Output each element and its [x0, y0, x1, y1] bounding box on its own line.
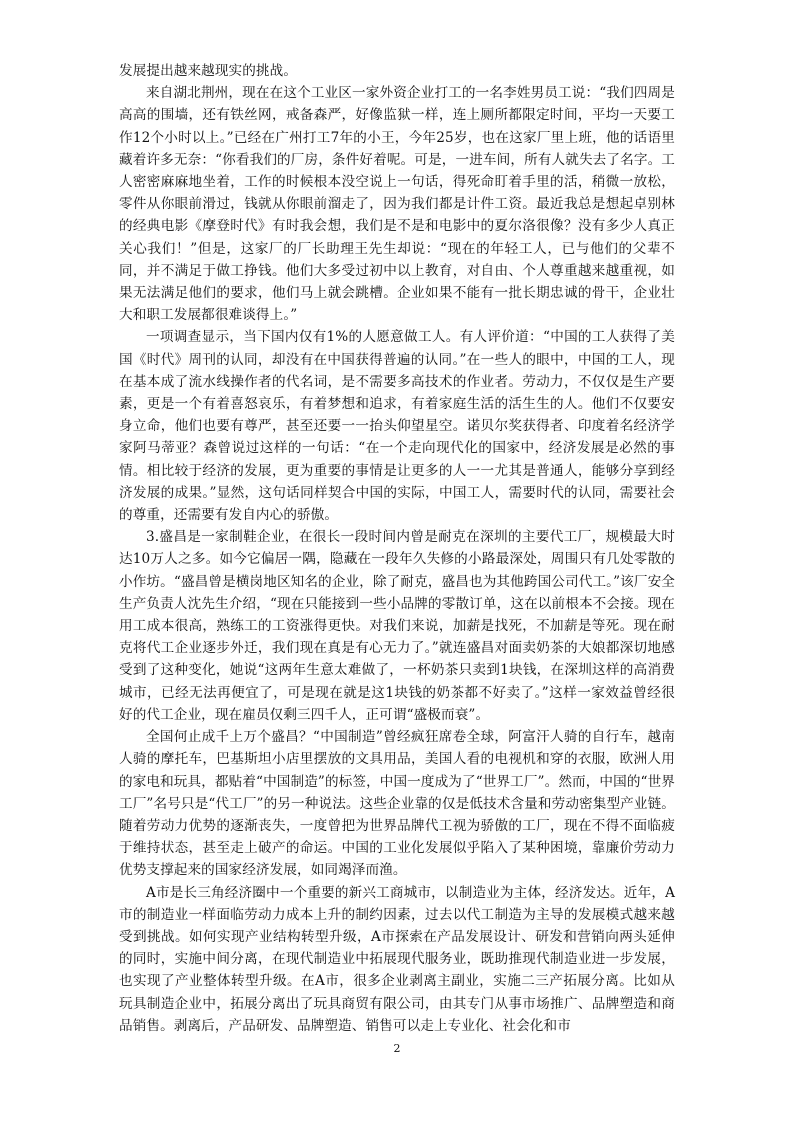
page-number: 2 [393, 1042, 401, 1055]
paragraph-6: A市是长三角经济圈中一个重要的新兴工商城市，以制造业为主体，经济发达。近年，A市的制造业一样面临劳动力成本上升的制约因素，过去以代工制造为主导的发展模式越来越受到挑战。如何实现产业结构转型升级，A市探索在产品发展设计、研发和营销向两头延伸的同时，实施中间分离，在现代制造业中拓展现代服务业，既助推现代制造业进一步发展，也实现了产业整体转型升级。在A市，很多企业剥离主副业，实施二三产拓展分离。比如从玩具制造企业中，拓展分离出了玩具商贸有限公司，由其专门从事市场推广、品牌塑造和商品销售。剥离后，产品研发、品牌塑造、销售可以走上专业化、社会化和市 [119, 884, 675, 1034]
document-body [119, 60, 675, 1037]
paragraph-4: 3.盛昌是一家制鞋企业，在很长一段时间内曾是耐克在深圳的主要代工厂，规模最大时达10万人之多。如今它偏居一隅，隐藏在一段年久失修的小路最深处，周围只有几处零散的小作坊。“盛昌曾是横岗地区知名的企业，除了耐克，盛昌也为其他跨国公司代工。”该厂安全生产负责人沈先生介绍，“现在只能接到一些小品牌的零散订单，这在以前根本不会接。现在用工成本很高，熟练工的工资涨得更快。对我们来说，加薪是找死，不加薪是等死。现在耐克将代工企业逐步外迁，我们现在真是有心无力了。”就连盛昌对面卖奶茶的大娘都深切地感受到了这种变化，她说“这两年生意太难做了，一杯奶茶只卖到1块钱，在深圳这样的高消费城市，已经无法再便宜了，可是现在就是这1块钱的奶茶都不好卖了。”这样一家效益曾经很好的代工企业，现在雇员仅剩三四千人，正可谓“盛极而衰”。 [119, 529, 675, 723]
paragraph-3: 一项调查显示，当下国内仅有1%的人愿意做工人。有人评价道：“中国的工人获得了美国《时代》周刊的认同，却没有在中国获得普遍的认同。”在一些人的眼中，中国的工人，现在基本成了流水线操作者的代名词，是不需要多高技术的作业者。劳动力，不仅仅是生产要素，更是一个有着喜怒哀乐，有着梦想和追求，有着家庭生活的活生生的人。他们不仅要安身立命，他们也要有尊严，甚至还要一一抬头仰望星空。诺贝尔奖获得者、印度着名经济学家阿马蒂亚？森曾说过这样的一句话：“在一个走向现代化的国家中，经济发展是必然的事情。相比较于经济的发展，更为重要的事情是让更多的人一一尤其是普通人，能够分享到经济发展的成果。”显然，这句话同样契合中国的实际，中国工人，需要时代的认同，需要社会的尊重，还需要有发自内心的骄傲。 [119, 329, 675, 524]
paragraph-2: 来自湖北荆州，现在在这个工业区一家外资企业打工的一名李姓男员工说：“我们四周是高高的围墙，还有铁丝网，戒备森严，好像监狱一样，连上厕所都限定时间，平均一天要工作12个小时以上。”已经在广州打工7年的小王，今年25岁，也在这家厂里上班，他的话语里藏着许多无奈：“你看我们的厂房，条件好着呢。可是，一进车间，所有人就失去了名字。工人密密麻麻地坐着，工作的时候根本没空说上一句话，得死命盯着手里的活，稍微一放松，零件从你眼前滑过，钱就从你眼前溜走了，因为我们都是计件工资。最近我总是想起卓别林的经典电影《摩登时代》有时我会想，我们是不是和电影中的夏尔洛很像？没有多少人真正关心我们！”但是，这家厂的厂长助理王先生却说：“现在的年轻工人，已与他们的父辈不同，并不满足于做工挣钱。他们大多受过初中以上教育，对自由、个人尊重越来越重视，如果无法满足他们的要求，他们马上就会跳槽。企业如果不能有一批长期忠诚的骨干，企业壮大和职工发展都很难谈得上。” [119, 85, 675, 324]
paragraph-1: 发展提出越来越现实的挑战。 [119, 63, 298, 79]
paragraph-5: 全国何止成千上万个盛昌？“中国制造”曾经疯狂席卷全球，阿富汗人骑的自行车，越南人骑的摩托车，巴基斯坦小店里摆放的文具用品，美国人看的电视机和穿的衣服，欧洲人用的家电和玩具，都贴着“中国制造”的标签，中国一度成为了“世界工厂”。然而，中国的“世界工厂”名号只是“代工厂”的另一种说法。这些企业靠的仅是低技术含量和劳动密集型产业链。随着劳动力优势的逐渐丧失，一度曾把为世界品牌代工视为骄傲的工厂，现在不得不面临疲于维持状态，甚至走上破产的命运。中国的工业化发展似乎陷入了某种困境，靠廉价劳动力优势支撑起来的国家经济发展，如同竭泽而渔。 [119, 729, 675, 879]
